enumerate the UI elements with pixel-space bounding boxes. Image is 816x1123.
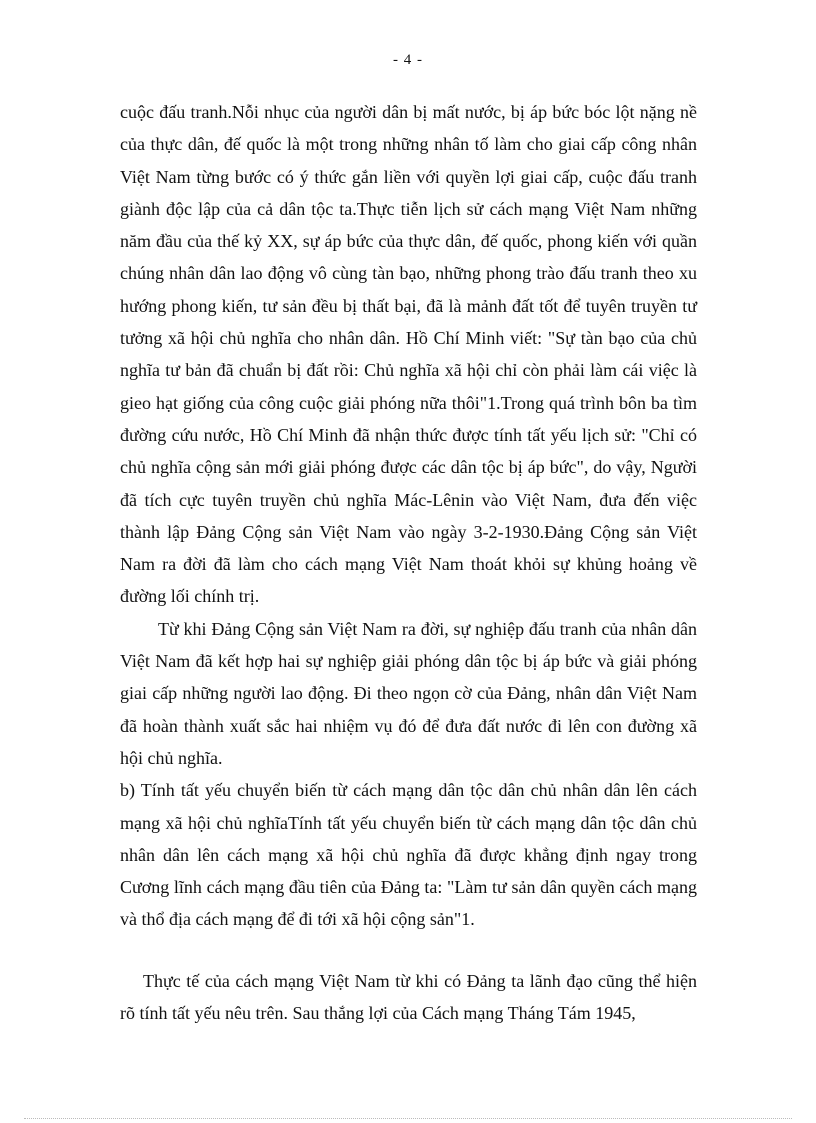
page-bottom-divider xyxy=(24,1118,792,1119)
paragraph-spacer xyxy=(120,936,697,965)
page-number: - 4 - xyxy=(393,52,423,68)
paragraph-4: Thực tế của cách mạng Việt Nam từ khi có Đảng ta lãnh đạo cũng thể hiện rõ tính tất yếu nêu trên. Sau thắng lợi của Cách mạng Tháng Tám 1945, xyxy=(120,970,697,1024)
paragraph-3: b) Tính tất yếu chuyển biến từ cách mạng dân tộc dân chủ nhân dân lên cách mạng xã hội chủ nghĩaTính tất yếu chuyển biến từ cách mạng dân tộc dân chủ nhân dân lên cách mạng xã hội chủ nghĩa đã được khẳng định ngay trong Cương lĩnh cách mạng đầu tiên của Đảng ta: "Làm tư sản dân quyền cách mạng và thổ địa cách mạng để đi tới xã hội cộng sản"1. xyxy=(120,780,697,930)
paragraph-2: Từ khi Đảng Cộng sản Việt Nam ra đời, sự nghiệp đấu tranh của nhân dân Việt Nam đã kết hợp hai sự nghiệp giải phóng dân tộc bị áp bức và giải phóng giai cấp những người lao động. Đi theo ngọn cờ của Đảng, nhân dân Việt Nam đã hoàn thành xuất sắc hai nhiệm vụ đó để đưa đất nước đi lên con đường xã hội chủ nghĩa. xyxy=(120,618,697,768)
document-body xyxy=(120,96,697,1029)
paragraph-1: cuộc đấu tranh.Nỗi nhục của người dân bị mất nước, bị áp bức bóc lột nặng nề của thực dân, đế quốc là một trong những nhân tố làm cho giai cấp công nhân Việt Nam từng bước có ý thức gắn liền với quyền lợi giai cấp, cuộc đấu tranh giành độc lập của cả dân tộc ta.Thực tiễn lịch sử cách mạng Việt Nam những năm đầu của thế kỷ XX, sự áp bức của thực dân, đế quốc, phong kiến với quần chúng nhân dân lao động vô cùng tàn bạo, những phong trào đấu tranh theo xu hướng phong kiến, tư sản đều bị thất bại, đã là mảnh đất tốt để tuyên truyền tư tưởng xã hội chủ nghĩa cho nhân dân. Hồ Chí Minh viết: "Sự tàn bạo của chủ nghĩa tư bản đã chuẩn bị đất rồi: Chủ nghĩa xã hội chỉ còn phải làm cái việc là gieo hạt giống của công cuộc giải phóng nữa thôi"1.Trong quá trình bôn ba tìm đường cứu nước, Hồ Chí Minh đã nhận thức được tính tất yếu lịch sử: "Chỉ có chủ nghĩa cộng sản mới giải phóng được các dân tộc bị áp bức", do vậy, Người đã tích cực tuyên truyền chủ nghĩa Mác-Lênin vào Việt Nam, đưa đến việc thành lập Đảng Cộng sản Việt Nam vào ngày 3-2-1930.Đảng Cộng sản Việt Nam ra đời đã làm cho cách mạng Việt Nam thoát khỏi sự khủng hoảng về đường lối chính trị. xyxy=(120,102,697,607)
